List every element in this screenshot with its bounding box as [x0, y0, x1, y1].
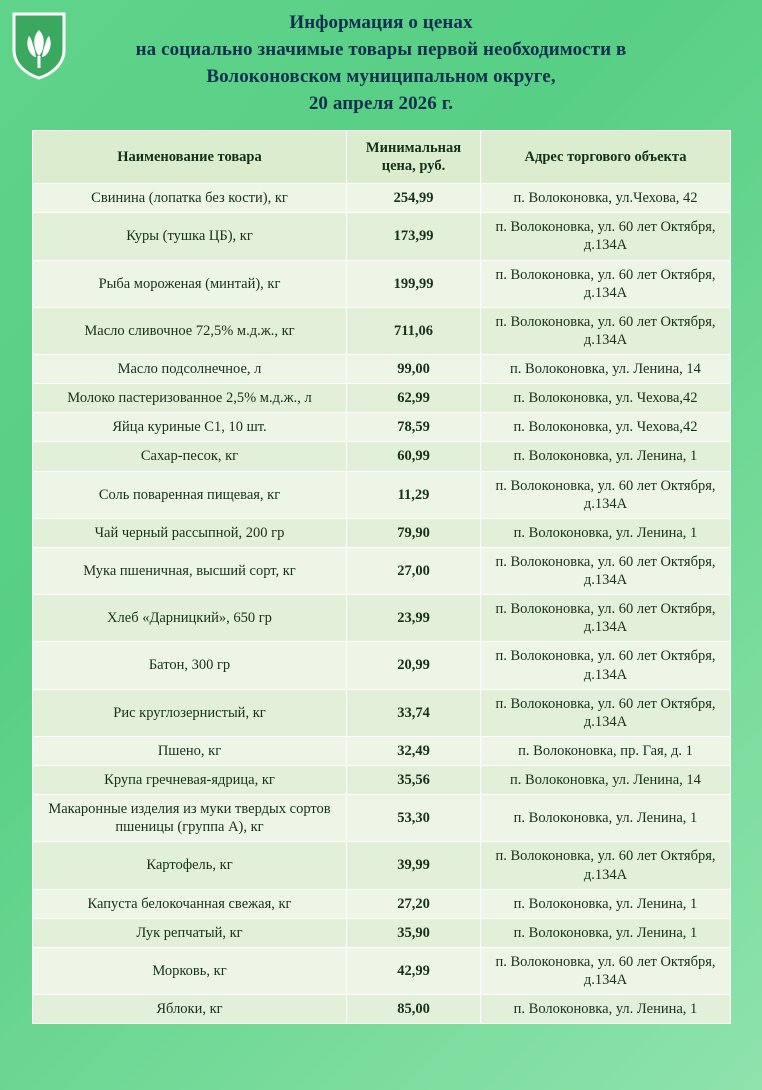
cell-address: п. Волоконовка, ул. 60 лет Октября, д.134А	[481, 595, 731, 642]
price-table	[32, 130, 731, 1024]
cell-price: 42,99	[347, 947, 481, 994]
cell-price: 173,99	[347, 213, 481, 260]
table-row	[33, 689, 731, 736]
cell-address: п. Волоконовка, ул. Ленина, 1	[481, 995, 731, 1024]
cell-address: п. Волоконовка, ул. 60 лет Октября, д.134А	[481, 689, 731, 736]
cell-address: п. Волоконовка, ул. 60 лет Октября, д.134А	[481, 947, 731, 994]
column-header-price: Минимальная цена, руб.	[347, 130, 481, 183]
coat-of-arms-icon	[10, 10, 68, 80]
cell-address: п. Волоконовка, ул. Ленина, 1	[481, 442, 731, 471]
cell-price: 35,56	[347, 766, 481, 795]
table-row	[33, 736, 731, 765]
cell-product-name: Масло сливочное 72,5% м.д.ж., кг	[33, 307, 347, 354]
cell-product-name: Батон, 300 гр	[33, 642, 347, 689]
table-row	[33, 995, 731, 1024]
cell-product-name: Рыба мороженая (минтай), кг	[33, 260, 347, 307]
cell-product-name: Капуста белокочанная свежая, кг	[33, 889, 347, 918]
cell-product-name: Яйца куриные С1, 10 шт.	[33, 413, 347, 442]
table-row	[33, 413, 731, 442]
cell-price: 32,49	[347, 736, 481, 765]
table-row	[33, 213, 731, 260]
cell-price: 39,99	[347, 842, 481, 889]
cell-price: 27,00	[347, 547, 481, 594]
table-row	[33, 547, 731, 594]
table-row	[33, 355, 731, 384]
table-row	[33, 471, 731, 518]
cell-product-name: Соль поваренная пищевая, кг	[33, 471, 347, 518]
table-row	[33, 947, 731, 994]
table-row	[33, 184, 731, 213]
table-row	[33, 795, 731, 842]
cell-product-name: Макаронные изделия из муки твердых сортов пшеницы (группа А), кг	[33, 795, 347, 842]
cell-price: 85,00	[347, 995, 481, 1024]
table-row	[33, 918, 731, 947]
cell-product-name: Морковь, кг	[33, 947, 347, 994]
cell-address: п. Волоконовка, ул. Чехова,42	[481, 413, 731, 442]
cell-product-name: Чай черный рассыпной, 200 гр	[33, 518, 347, 547]
cell-price: 79,90	[347, 518, 481, 547]
cell-price: 33,74	[347, 689, 481, 736]
cell-address: п. Волоконовка, ул. Ленина, 1	[481, 795, 731, 842]
table-row	[33, 384, 731, 413]
cell-price: 99,00	[347, 355, 481, 384]
cell-address: п. Волоконовка, ул. Ленина, 14	[481, 355, 731, 384]
cell-product-name: Крупа гречневая-ядрица, кг	[33, 766, 347, 795]
cell-address: п. Волоконовка, ул. Чехова,42	[481, 384, 731, 413]
cell-price: 53,30	[347, 795, 481, 842]
cell-price: 35,90	[347, 918, 481, 947]
cell-price: 62,99	[347, 384, 481, 413]
cell-product-name: Хлеб «Дарницкий», 650 гр	[33, 595, 347, 642]
cell-product-name: Куры (тушка ЦБ), кг	[33, 213, 347, 260]
price-table-container	[32, 130, 730, 1024]
column-header-address: Адрес торгового объекта	[481, 130, 731, 183]
cell-product-name: Свинина (лопатка без кости), кг	[33, 184, 347, 213]
cell-price: 23,99	[347, 595, 481, 642]
cell-address: п. Волоконовка, ул.Чехова, 42	[481, 184, 731, 213]
cell-price: 11,29	[347, 471, 481, 518]
cell-product-name: Масло подсолнечное, л	[33, 355, 347, 384]
cell-address: п. Волоконовка, ул. 60 лет Октября, д.134А	[481, 547, 731, 594]
table-row	[33, 260, 731, 307]
cell-product-name: Яблоки, кг	[33, 995, 347, 1024]
cell-product-name: Лук репчатый, кг	[33, 918, 347, 947]
cell-address: п. Волоконовка, ул. Ленина, 1	[481, 889, 731, 918]
title-line-4: 20 апреля 2026 г.	[308, 92, 454, 114]
table-row	[33, 889, 731, 918]
cell-address: п. Волоконовка, ул. Ленина, 1	[481, 518, 731, 547]
cell-address: п. Волоконовка, пр. Гая, д. 1	[481, 736, 731, 765]
cell-product-name: Сахар-песок, кг	[33, 442, 347, 471]
table-header-row	[33, 130, 731, 183]
table-row	[33, 307, 731, 354]
table-row	[33, 595, 731, 642]
cell-address: п. Волоконовка, ул. 60 лет Октября, д.134А	[481, 213, 731, 260]
page-title	[0, 0, 762, 122]
title-line-1: Информация о ценах	[289, 12, 473, 33]
table-row	[33, 766, 731, 795]
cell-product-name: Рис круглозернистый, кг	[33, 689, 347, 736]
cell-price: 78,59	[347, 413, 481, 442]
cell-product-name: Пшено, кг	[33, 736, 347, 765]
table-body	[33, 184, 731, 1024]
cell-product-name: Картофель, кг	[33, 842, 347, 889]
cell-product-name: Мука пшеничная, высший сорт, кг	[33, 547, 347, 594]
cell-price: 199,99	[347, 260, 481, 307]
table-row	[33, 442, 731, 471]
cell-price: 60,99	[347, 442, 481, 471]
cell-address: п. Волоконовка, ул. 60 лет Октября, д.134А	[481, 842, 731, 889]
cell-address: п. Волоконовка, ул. 60 лет Октября, д.134А	[481, 260, 731, 307]
title-line-2: на социально значимые товары первой необходимости в	[135, 38, 627, 60]
table-row	[33, 642, 731, 689]
cell-price: 254,99	[347, 184, 481, 213]
title-line-3: Волоконовском муниципальном округе,	[206, 65, 556, 87]
cell-product-name: Молоко пастеризованное 2,5% м.д.ж., л	[33, 384, 347, 413]
cell-address: п. Волоконовка, ул. 60 лет Октября, д.134А	[481, 307, 731, 354]
cell-price: 711,06	[347, 307, 481, 354]
cell-address: п. Волоконовка, ул. Ленина, 14	[481, 766, 731, 795]
column-header-product: Наименование товара	[33, 130, 347, 183]
table-header	[33, 130, 731, 183]
table-row	[33, 518, 731, 547]
cell-price: 20,99	[347, 642, 481, 689]
cell-price: 27,20	[347, 889, 481, 918]
table-row	[33, 842, 731, 889]
cell-address: п. Волоконовка, ул. 60 лет Октября, д.134А	[481, 642, 731, 689]
cell-address: п. Волоконовка, ул. Ленина, 1	[481, 918, 731, 947]
cell-address: п. Волоконовка, ул. 60 лет Октября, д.134А	[481, 471, 731, 518]
